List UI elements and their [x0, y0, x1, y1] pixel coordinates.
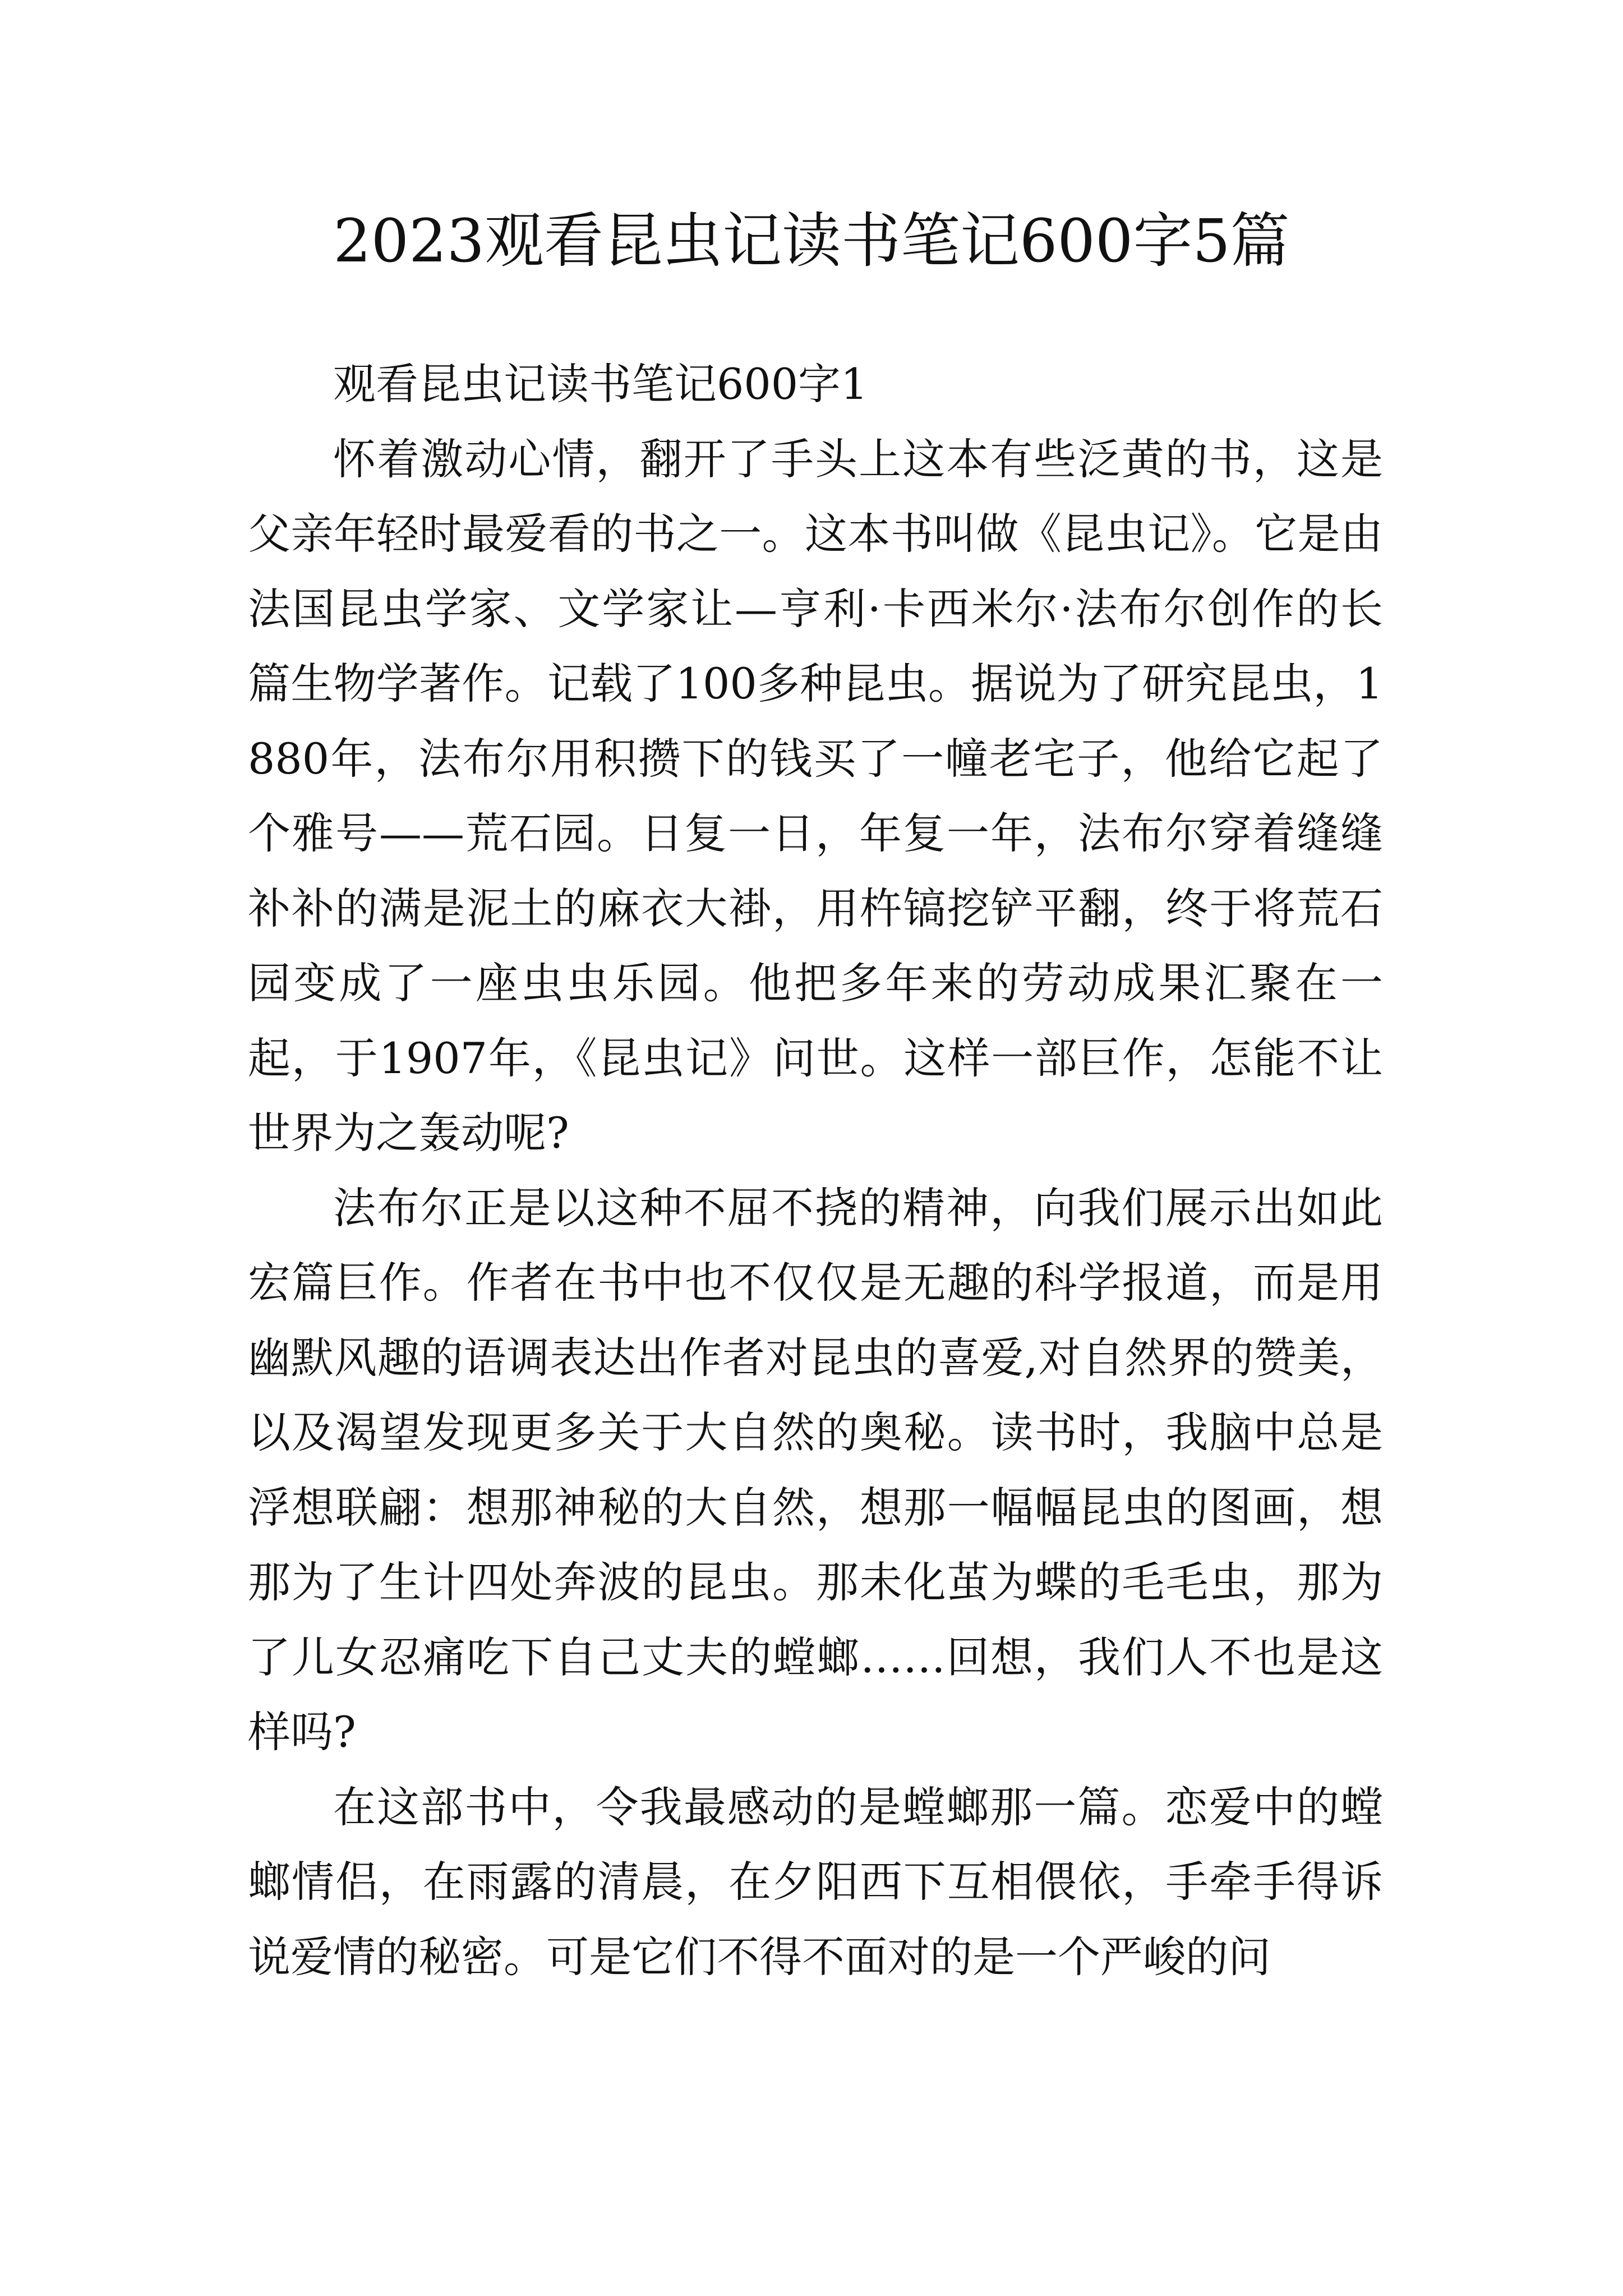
document-body: [248, 347, 1383, 1994]
section-heading: 观看昆虫记读书笔记600字1: [333, 359, 868, 409]
document-title: 2023观看昆虫记读书笔记600字5篇: [333, 206, 1290, 275]
paragraph-2: 法布尔正是以这种不屈不挠的精神，向我们展示出如此宏篇巨作。作者在书中也不仅仅是无趣的科学报道，而是用幽默风趣的语调表达出作者对昆虫的喜爱,对自然界的赞美，以及渴望发现更多关于大自然的奥秘。读书时，我脑中总是浮想联翩：想那神秘的大自然，想那一幅幅昆虫的图画，想那为了生计四处奔波的昆虫。那未化茧为蝶的毛毛虫，那为了儿女忍痛吃下自己丈夫的螳螂……回想，我们人不也是这样吗?: [248, 1182, 1383, 1757]
paragraph-1: 怀着激动心情，翻开了手头上这本有些泛黄的书，这是父亲年轻时最爱看的书之一。这本书叫做《昆虫记》。它是由法国昆虫学家、文学家让—亨利·卡西米尔·法布尔创作的长篇生物学著作。记载了100多种昆虫。据说为了研究昆虫，1880年，法布尔用积攒下的钱买了一幢老宅子，他给它起了个雅号——荒石园。日复一日，年复一年，法布尔穿着缝缝补补的满是泥土的麻衣大褂，用杵镐挖铲平翻，终于将荒石园变成了一座虫虫乐园。他把多年来的劳动成果汇聚在一起，于1907年，《昆虫记》问世。这样一部巨作，怎能不让世界为之轰动呢?: [248, 434, 1383, 1158]
paragraph-3: 在这部书中，令我最感动的是螳螂那一篇。恋爱中的螳螂情侣，在雨露的清晨，在夕阳西下互相偎依，手牵手得诉说爱情的秘密。可是它们不得不面对的是一个严峻的问: [248, 1782, 1383, 1982]
